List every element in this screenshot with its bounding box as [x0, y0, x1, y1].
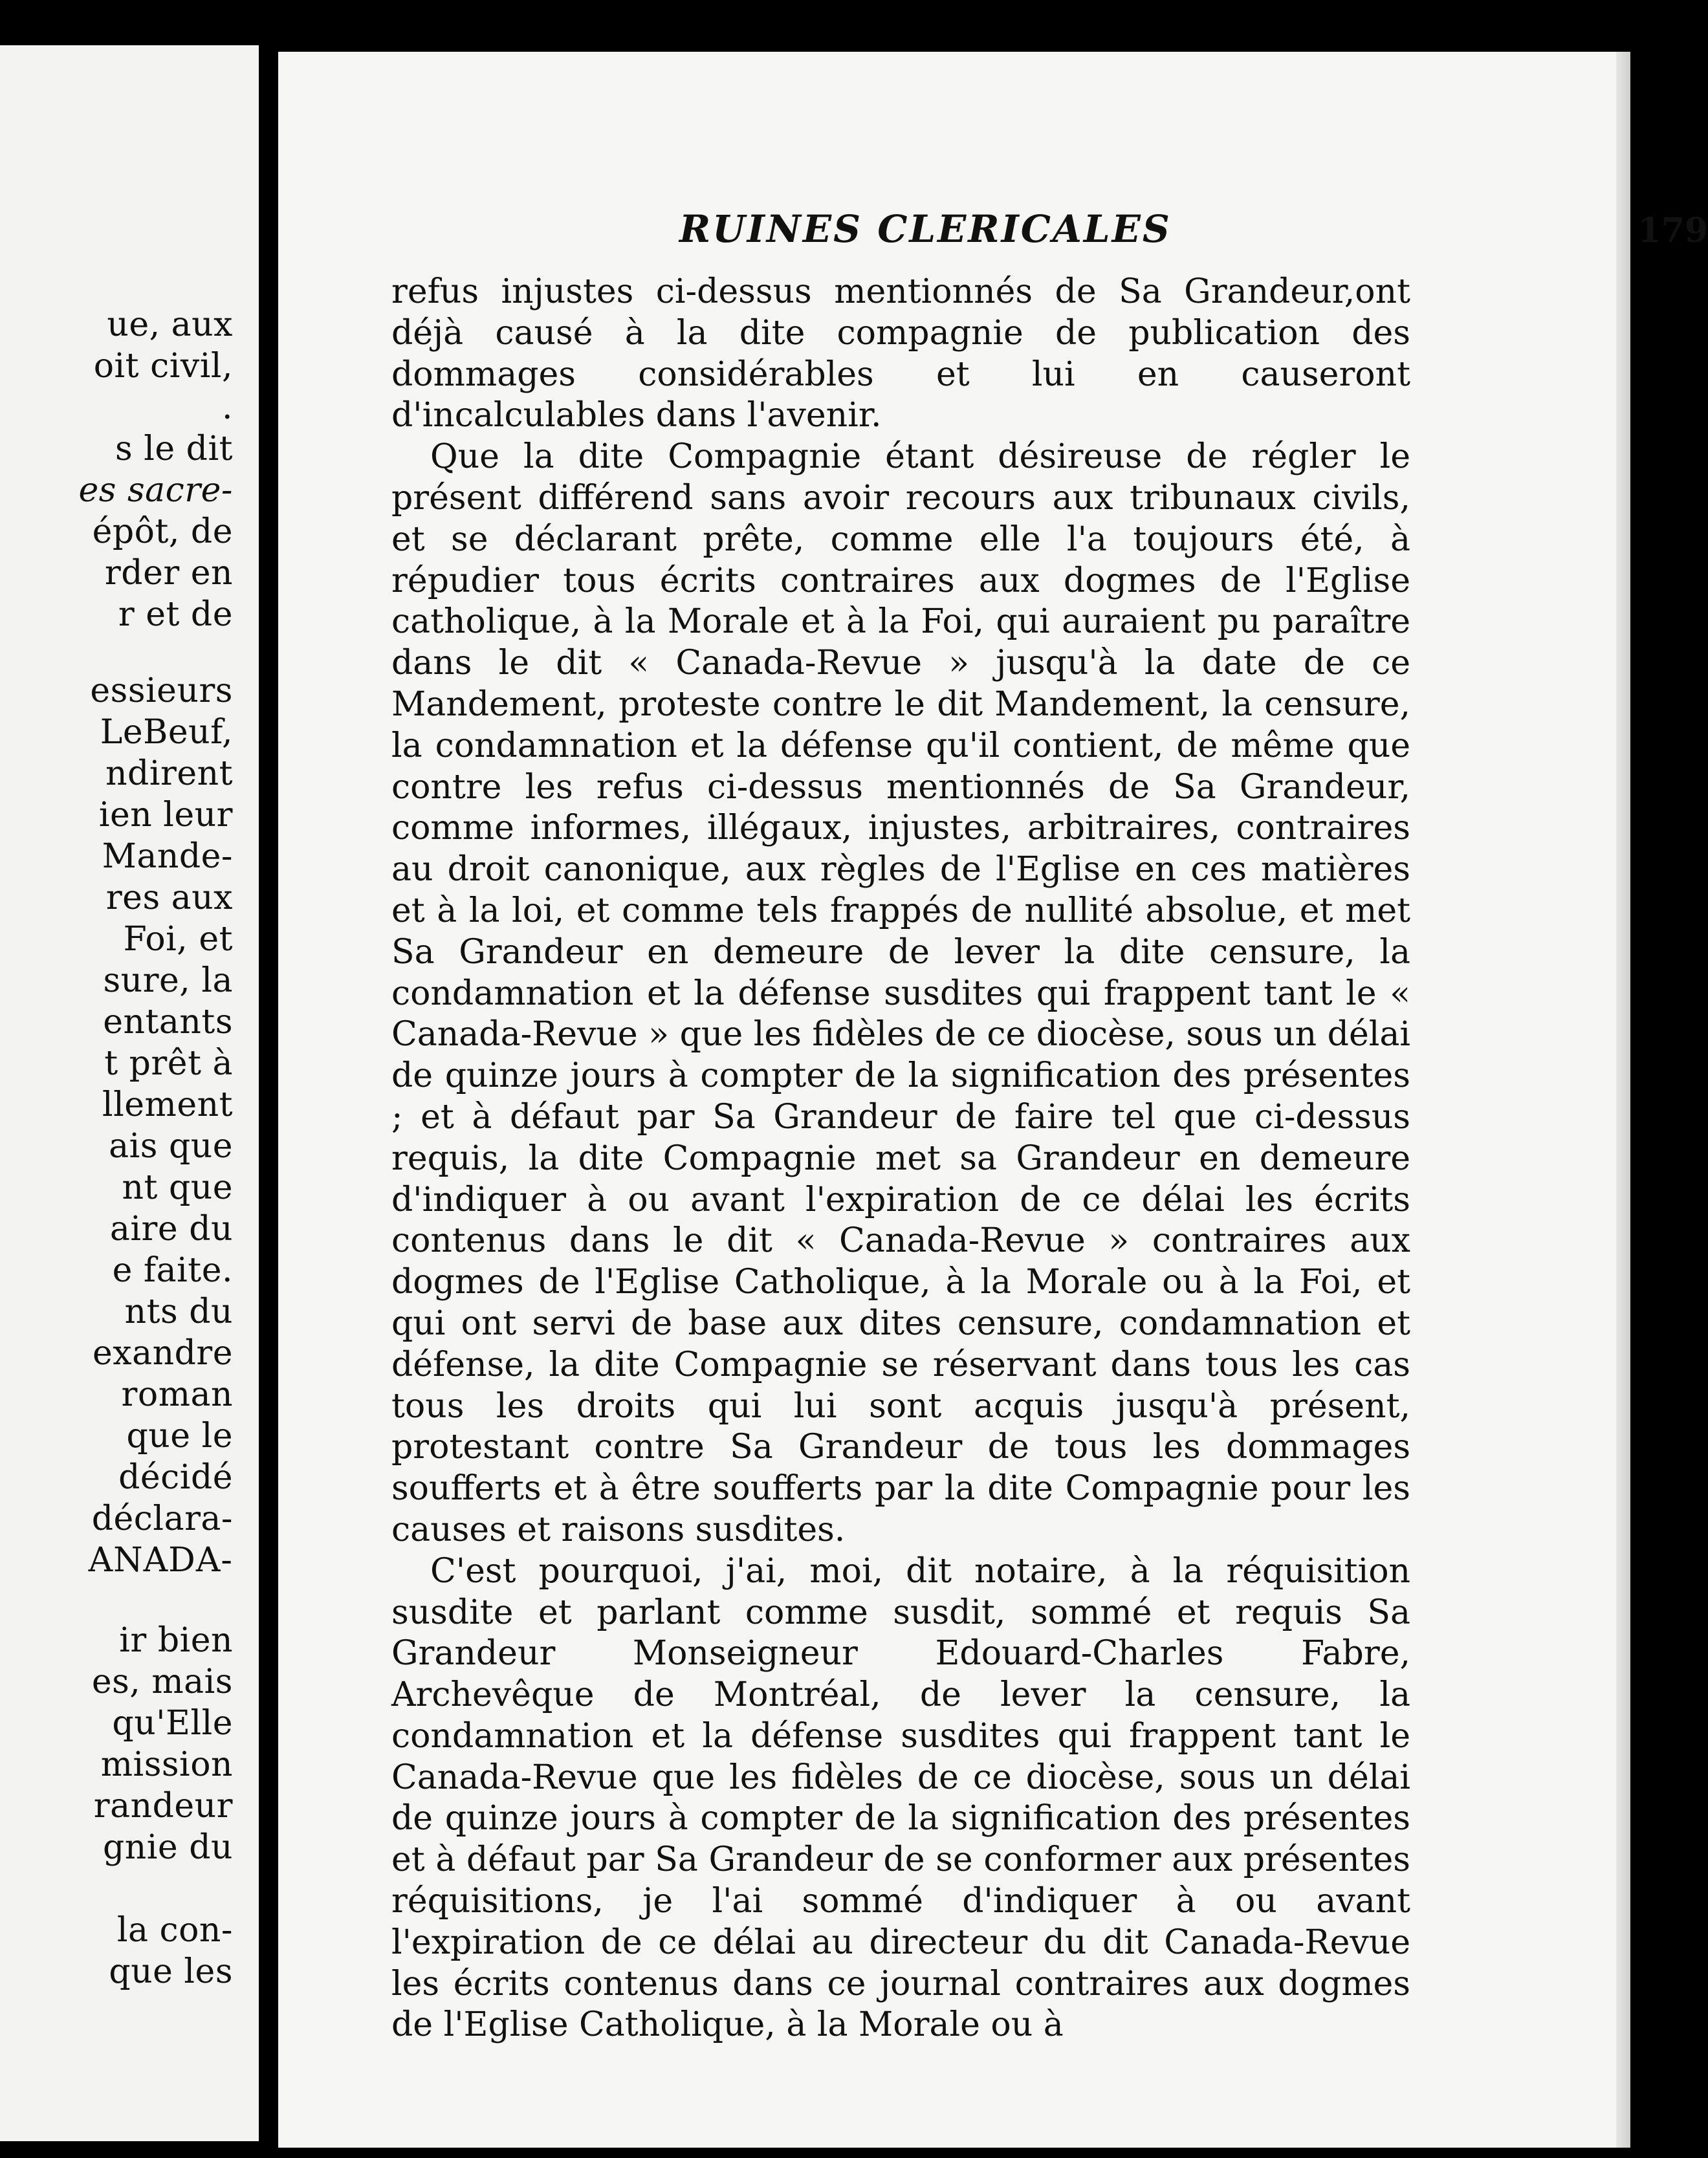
- previous-page-line: randeur: [93, 1787, 233, 1826]
- previous-page-line: LeBeuf,: [100, 713, 233, 752]
- previous-page-line: épôt, de: [92, 512, 233, 551]
- book-gutter: [259, 39, 278, 2148]
- page-edge: [1616, 52, 1630, 2148]
- previous-page-line: res aux: [105, 878, 233, 917]
- previous-page-line: e faite.: [112, 1251, 233, 1290]
- previous-page-line: .: [221, 388, 233, 427]
- previous-page-line: nts du: [124, 1292, 233, 1331]
- previous-page-line: que le: [126, 1417, 233, 1455]
- previous-page-line: qu'Elle: [112, 1704, 233, 1743]
- paragraph: C'est pourquoi, j'ai, moi, dit notaire, à la réquisition susdite et parlant comme susdit, sommé et requis Sa Grandeur Monseigneur Edouard-Charles Fabre, Archevêque de Montréal, de lever la censure, la condamnation et la défense susdites qui frappent tant le Canada-Revue que les fidèles de ce diocèse, sous un délai de quinze jours à compter de la signification des présentes et à défaut par Sa Grandeur de se conformer aux présentes réquisitions, je l'ai sommé d'indiquer à ou avant l'expiration de ce délai au directeur du dit Canada-Revue les écrits contenus dans ce journal contraires aux dogmes de l'Eglise Catholique, à la Morale ou à: [391, 1551, 1410, 2045]
- previous-page-line: llement: [102, 1085, 233, 1124]
- previous-page-line: es, mais: [91, 1662, 233, 1701]
- previous-page-line: sure, la: [103, 961, 233, 1000]
- previous-page-line: exandre: [92, 1334, 233, 1373]
- previous-page-line: s le dit: [115, 430, 233, 468]
- previous-page-line: déclara-: [91, 1499, 233, 1538]
- previous-page-line: décidé: [118, 1458, 233, 1497]
- paragraph: Que la dite Compagnie étant désireuse de régler le présent différend sans avoir recours aux tribunaux civils, et se déclarant prête, comme elle l'a toujours été, à répudier tous écrits contraires aux dogmes de l'Eglise catholique, à la Morale et à la Foi, qui auraient pu paraître dans le dit « Canada-Revue » jusqu'à la date de ce Mandement, proteste contre le dit Mandement, la censure, la condamnation et la défense qu'il contient, de même que contre les refus ci-dessus mentionnés de Sa Grandeur, comme informes, illégaux, injustes, arbitraires, contraires au droit canonique, aux règles de l'Eglise en ces matières et à la loi, et comme tels frappés de nullité absolue, et met Sa Grandeur en demeure de lever la dite censure, la condamnation et la défense susdites qui frappent tant le « Canada-Revue » que les fidèles de ce diocèse, sous un délai de quinze jours à compter de la signification des présentes ; et à défaut par Sa Grandeur de faire tel que ci-dessus requis, la dite Compagnie met sa Grandeur en demeure d'indiquer à ou avant l'expiration de ce délai les écrits contenus dans le dit « Canada-Revue » contraires aux dogmes de l'Eglise Catholique, à la Morale ou à la Foi, et qui ont servi de base aux dites censure, condamnation et défense, la dite Compagnie se réservant dans tous les cas tous les droits qui lui sont acquis jusqu'à présent, protestant contre Sa Grandeur de tous les dommages soufferts et à être soufferts par la dite Compagnie pour les causes et raisons susdites.: [391, 437, 1410, 1549]
- previous-page-line: mission: [100, 1745, 233, 1784]
- previous-page-line: t prêt à: [104, 1044, 233, 1083]
- previous-page-line: la con-: [116, 1911, 233, 1950]
- current-page: [278, 52, 1708, 2148]
- previous-page-line: ANADA-: [88, 1541, 233, 1580]
- previous-page-line: ndirent: [105, 754, 233, 793]
- previous-page-line: que les: [109, 1952, 233, 1991]
- previous-page: [0, 45, 259, 2141]
- previous-page-line: nt que: [122, 1168, 233, 1207]
- previous-page-line: es sacre-: [78, 471, 233, 510]
- body-text: [391, 272, 1410, 2046]
- previous-page-line: essieurs: [90, 671, 233, 710]
- previous-page-line: ais que: [109, 1127, 233, 1166]
- previous-page-line: roman: [121, 1375, 233, 1414]
- previous-page-line: oit civil,: [93, 347, 233, 386]
- previous-page-line: aire du: [109, 1210, 233, 1248]
- page-number: 179: [1637, 211, 1708, 250]
- running-title: RUINES CLERICALES: [679, 207, 1172, 251]
- previous-page-line: ir bien: [119, 1621, 233, 1660]
- previous-page-text: [0, 304, 233, 1992]
- previous-page-line: ue, aux: [107, 305, 233, 344]
- previous-page-line: Foi, et: [123, 920, 233, 959]
- previous-page-line: ien leur: [98, 796, 233, 834]
- previous-page-line: Mande-: [102, 837, 233, 876]
- paragraph: refus injustes ci-dessus mentionnés de Sa Grandeur,ont déjà causé à la dite compagnie de publication des dommages considérables et lui en causeront d'incalculables dans l'avenir.: [391, 272, 1410, 435]
- previous-page-line: rder en: [104, 554, 233, 593]
- previous-page-line: entants: [103, 1003, 233, 1041]
- running-head: [679, 207, 1708, 259]
- previous-page-line: r et de: [118, 595, 233, 634]
- previous-page-line: gnie du: [103, 1828, 233, 1867]
